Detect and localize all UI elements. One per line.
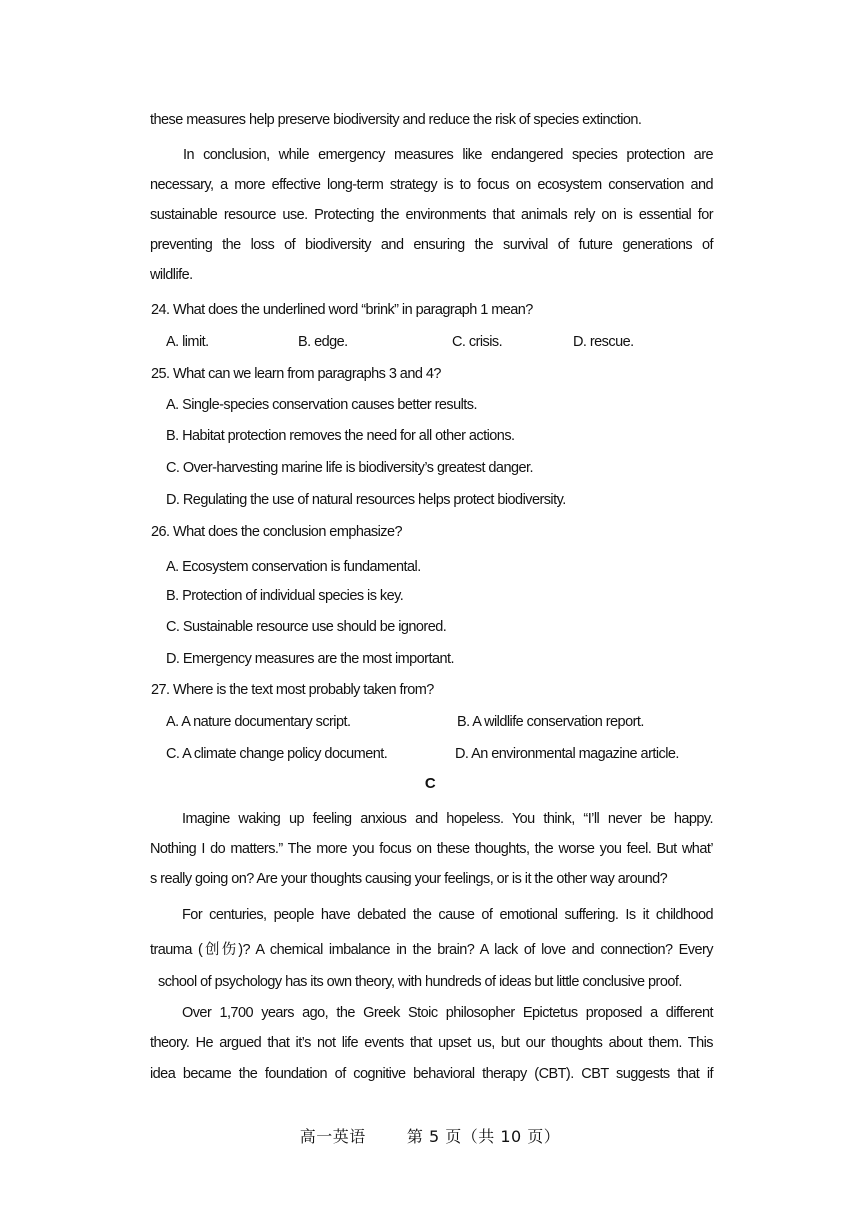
question-stem: 25. What can we learn from paragraphs 3 and 4? bbox=[151, 366, 441, 382]
option-b: B. Protection of individual species is key. bbox=[166, 588, 404, 604]
passage-line: Imagine waking up feeling anxious and hopeless. You think, “I’ll never be happy. bbox=[182, 811, 713, 827]
passage-line: school of psychology has its own theory, with hundreds of ideas but little conclusive proof. bbox=[158, 974, 682, 990]
passage-line: idea became the foundation of cognitive behavioral therapy (CBT). CBT suggests that if bbox=[150, 1066, 713, 1082]
footer-subject: 高一英语 bbox=[299, 1127, 366, 1146]
option-c: C. Over-harvesting marine life is biodiversity’s greatest danger. bbox=[166, 460, 533, 476]
option-b: B. Habitat protection removes the need for all other actions. bbox=[166, 428, 515, 444]
question-stem: 26. What does the conclusion emphasize? bbox=[151, 524, 402, 540]
option-a: A. A nature documentary script. bbox=[166, 714, 351, 730]
passage-line: s really going on? Are your thoughts causing your feelings, or is it the other way around? bbox=[150, 871, 668, 887]
option-d: D. Regulating the use of natural resources helps protect biodiversity. bbox=[166, 492, 566, 508]
option-c: C. crisis. bbox=[452, 334, 503, 350]
passage-line: wildlife. bbox=[150, 267, 193, 283]
option-a: A. limit. bbox=[166, 334, 209, 350]
option-d: D. An environmental magazine article. bbox=[455, 746, 679, 762]
passage-line: preventing the loss of biodiversity and ensuring the survival of future generations of bbox=[150, 237, 713, 253]
passage-line: Nothing I do matters.” The more you focus on these thoughts, the worse you feel. But what’ bbox=[150, 841, 713, 857]
section-heading: C bbox=[424, 775, 436, 792]
option-b: B. edge. bbox=[298, 334, 348, 350]
passage-line: these measures help preserve biodiversity and reduce the risk of species extinction. bbox=[150, 112, 642, 128]
page-footer bbox=[0, 1124, 860, 1147]
passage-line: sustainable resource use. Protecting the environments that animals rely on is essential for bbox=[150, 207, 713, 223]
question-stem: 24. What does the underlined word “brink” in paragraph 1 mean? bbox=[151, 302, 533, 318]
option-d: D. rescue. bbox=[573, 334, 634, 350]
option-d: D. Emergency measures are the most important. bbox=[166, 651, 454, 667]
option-b: B. A wildlife conservation report. bbox=[457, 714, 644, 730]
passage-line: necessary, a more effective long-term strategy is to focus on ecosystem conservation and bbox=[150, 177, 713, 193]
question-stem: 27. Where is the text most probably taken from? bbox=[151, 682, 434, 698]
option-a: A. Ecosystem conservation is fundamental. bbox=[166, 559, 421, 575]
passage-line: In conclusion, while emergency measures like endangered species protection are bbox=[183, 147, 713, 163]
passage-line: Over 1,700 years ago, the Greek Stoic philosopher Epictetus proposed a different bbox=[182, 1005, 713, 1021]
footer-page-number: 第 5 页（共 10 页） bbox=[406, 1127, 561, 1146]
passage-line: trauma (创伤)? A chemical imbalance in the brain? A lack of love and connection? Every bbox=[150, 942, 713, 958]
option-a: A. Single-species conservation causes better results. bbox=[166, 397, 477, 413]
option-c: C. A climate change policy document. bbox=[166, 746, 388, 762]
passage-line: For centuries, people have debated the cause of emotional suffering. Is it childhood bbox=[182, 907, 713, 923]
passage-line: theory. He argued that it’s not life events that upset us, but our thoughts about them. This bbox=[150, 1035, 713, 1051]
option-c: C. Sustainable resource use should be ignored. bbox=[166, 619, 447, 635]
